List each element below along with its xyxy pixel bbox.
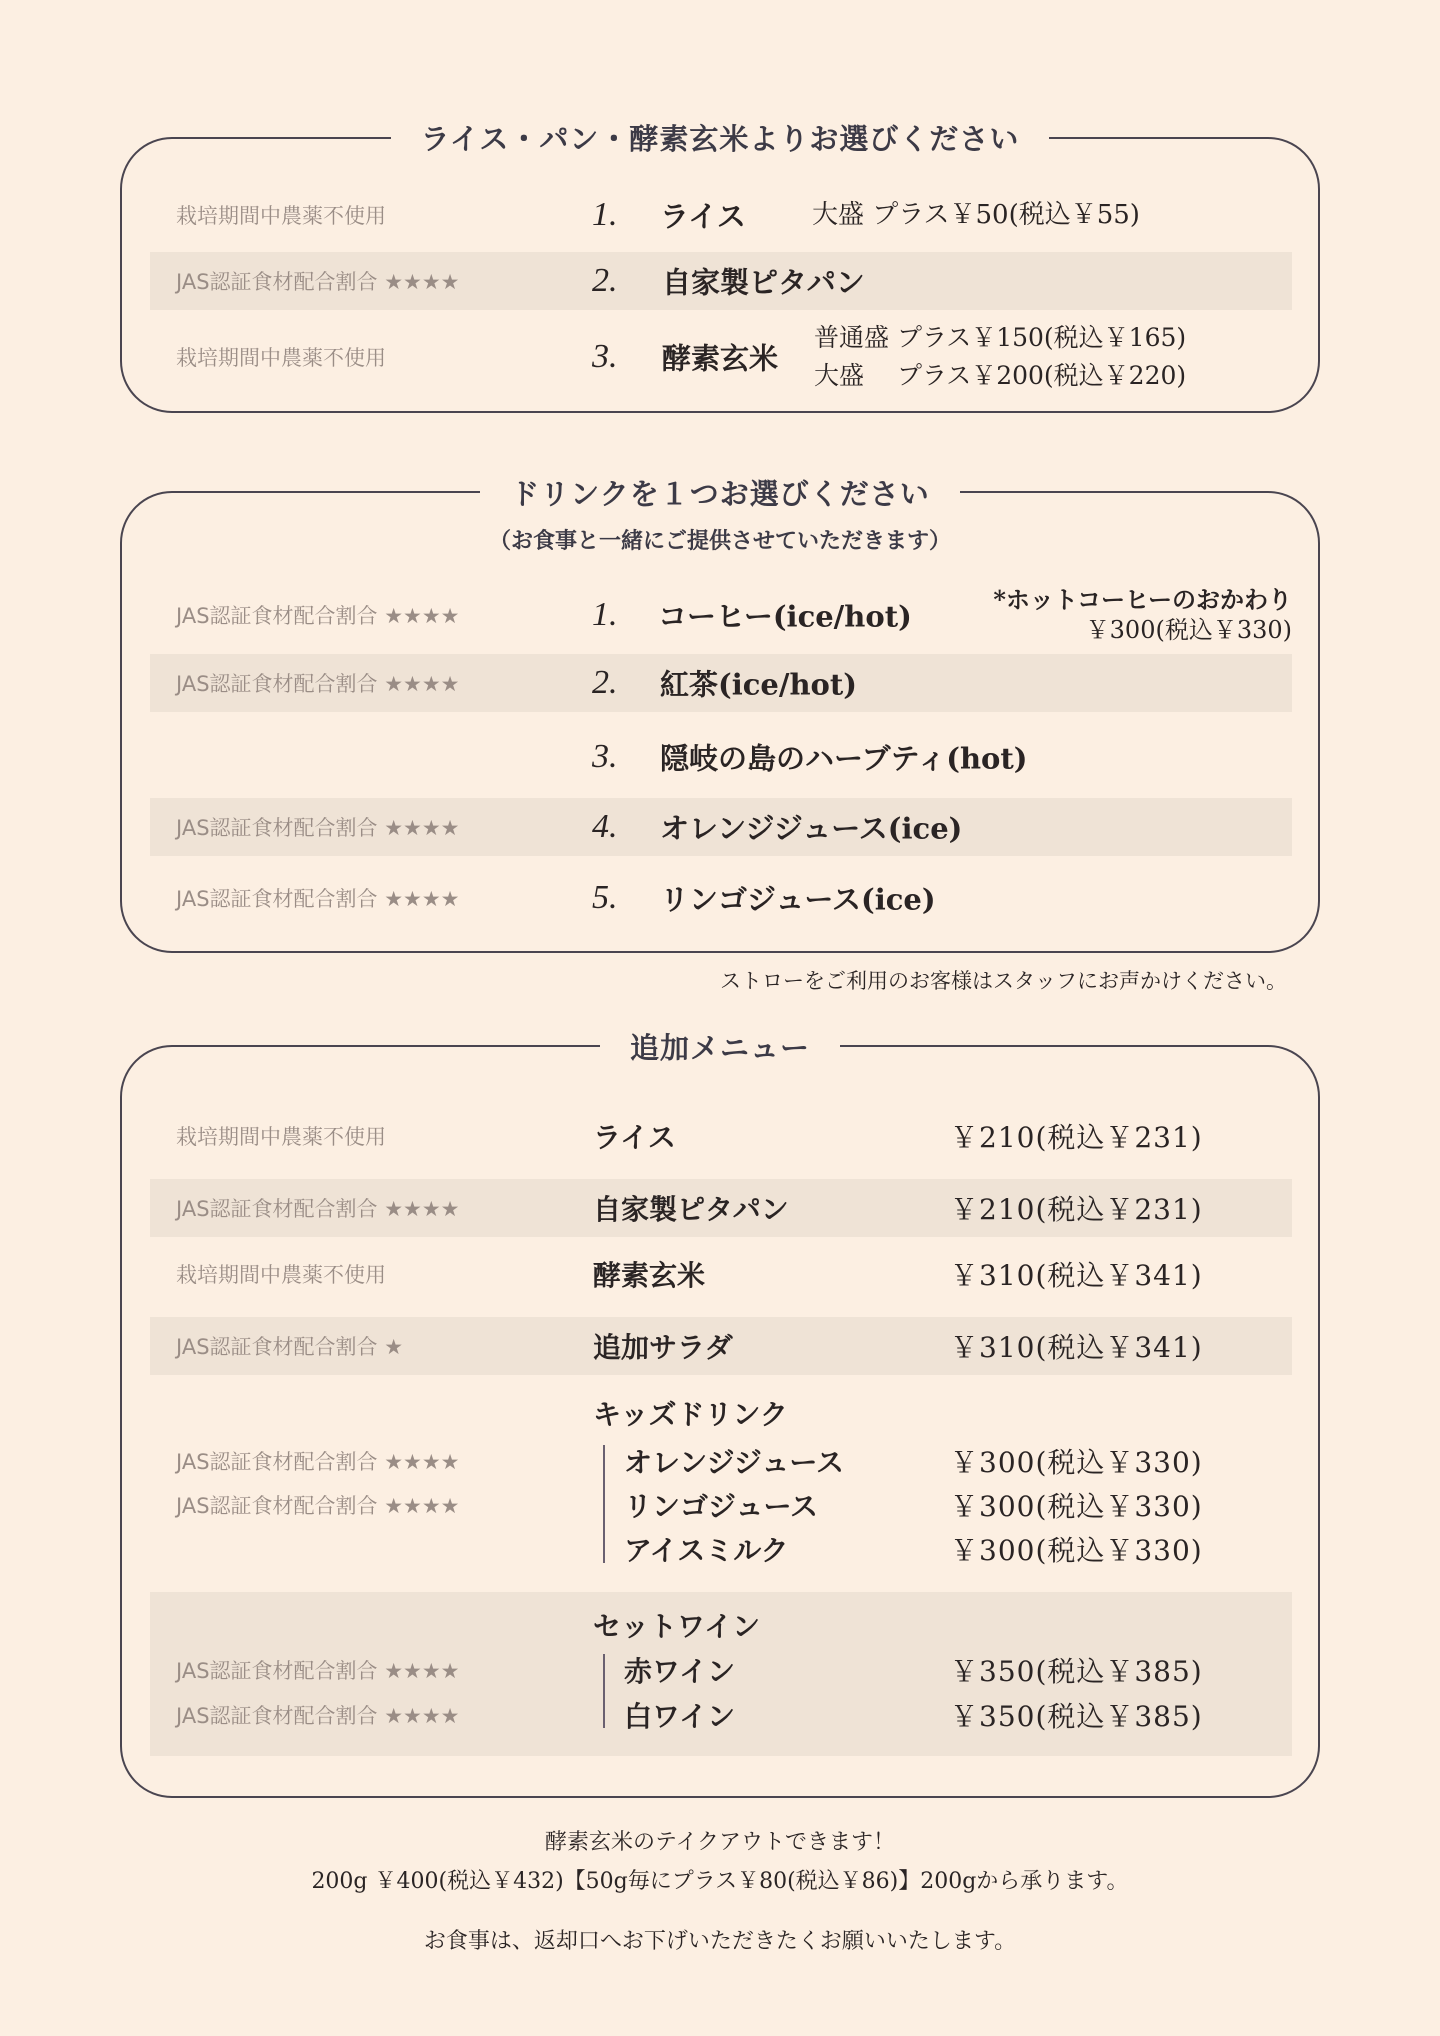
item-price: ￥310(税込￥341) xyxy=(950,1331,1203,1364)
rice-bread-title: ライス・パン・酵素玄米よりお選びください xyxy=(0,117,1440,158)
item-name: アイスミルク xyxy=(624,1534,789,1567)
item-name: 白ワイン xyxy=(624,1700,736,1733)
item-name: オレンジジュース(ice) xyxy=(660,811,963,846)
kids-drink-group xyxy=(150,1389,1292,1569)
kids-drink-item xyxy=(150,1483,1292,1527)
item-number: 3. xyxy=(592,738,618,775)
item-extra xyxy=(814,319,1186,395)
item-note: JAS認証食材配合割合 ★★★★ xyxy=(176,1704,460,1728)
item-name: ライス xyxy=(660,199,746,234)
coffee-refill-note xyxy=(993,584,1292,646)
item-note: JAS認証食材配合割合 ★★★★ xyxy=(176,816,460,840)
add-salad-row xyxy=(150,1317,1292,1375)
item-name: オレンジジュース xyxy=(624,1446,844,1479)
item-note: JAS認証食材配合割合 ★★★★ xyxy=(176,887,460,911)
item-note: JAS認証食材配合割合 ★ xyxy=(176,1335,404,1359)
item-price: ￥300(税込￥330) xyxy=(950,1534,1203,1567)
item-name: 酵素玄米 xyxy=(662,341,779,376)
add-pita-row xyxy=(150,1179,1292,1237)
extra-menu-title: 追加メニュー xyxy=(0,1026,1440,1067)
apple-row xyxy=(150,869,1292,927)
kids-drink-title: キッズドリンク xyxy=(593,1398,788,1431)
takeout-title: 酵素玄米のテイクアウトできます！ xyxy=(544,1830,896,1855)
item-price: ￥350(税込￥385) xyxy=(950,1655,1203,1688)
item-name: リンゴジュース xyxy=(624,1490,819,1523)
extra-line: 普通盛 プラス￥150(税込￥165) xyxy=(814,323,1187,352)
coffee-row xyxy=(150,585,1292,645)
wine-item xyxy=(150,1648,1292,1692)
item-price: ￥210(税込￥231) xyxy=(950,1121,1203,1154)
item-name: 自家製ピタパン xyxy=(593,1193,789,1226)
rice-row xyxy=(150,186,1292,244)
item-note: JAS認証食材配合割合 ★★★★ xyxy=(176,672,460,696)
item-number: 4. xyxy=(592,808,618,845)
extra-line: 大盛 プラス￥200(税込￥220) xyxy=(814,361,1187,390)
wine-item xyxy=(150,1693,1292,1737)
brown-rice-row xyxy=(150,323,1292,390)
add-rice-row xyxy=(150,1107,1292,1165)
pita-row xyxy=(150,252,1292,310)
item-number: 2. xyxy=(592,664,618,701)
item-name: 赤ワイン xyxy=(624,1655,736,1688)
item-name: 紅茶(ice/hot) xyxy=(660,667,857,702)
item-name: リンゴジュース(ice) xyxy=(660,882,936,917)
kids-drink-item xyxy=(150,1527,1292,1571)
item-name: 自家製ピタパン xyxy=(662,265,865,300)
item-note: 栽培期間中農薬不使用 xyxy=(176,204,386,228)
item-note: JAS認証食材配合割合 ★★★★ xyxy=(176,1197,460,1221)
kids-drink-item xyxy=(150,1439,1292,1483)
refill-title: *ホットコーヒーのおかわり xyxy=(993,585,1292,614)
drink-subtitle: （お食事と一緒にご提供させていただきます） xyxy=(488,528,951,554)
item-number: 1. xyxy=(592,196,618,233)
item-price: ￥210(税込￥231) xyxy=(950,1193,1203,1226)
item-name: ライス xyxy=(593,1121,676,1154)
set-wine-group xyxy=(150,1592,1292,1756)
item-note: JAS認証食材配合割合 ★★★★ xyxy=(176,604,460,628)
item-price: ￥350(税込￥385) xyxy=(950,1700,1203,1733)
item-number: 1. xyxy=(592,596,618,633)
orange-row xyxy=(150,798,1292,856)
return-tray-note: お食事は、返却口へお下げいただきたくお願いいたします。 xyxy=(423,1929,1017,1954)
add-brown-rice-row xyxy=(150,1245,1292,1303)
drink-title: ドリンクを１つお選びください xyxy=(0,472,1440,513)
item-note: JAS認証食材配合割合 ★★★★ xyxy=(176,1494,460,1518)
item-note: 栽培期間中農薬不使用 xyxy=(176,346,386,370)
item-note: JAS認証食材配合割合 ★★★★ xyxy=(176,1659,460,1683)
item-note: JAS認証食材配合割合 ★★★★ xyxy=(176,270,460,294)
item-name: 追加サラダ xyxy=(593,1331,733,1364)
straw-note: ストローをご利用のお客様はスタッフにお声かけください。 xyxy=(720,969,1287,993)
item-number: 5. xyxy=(592,879,618,916)
item-price: ￥310(税込￥341) xyxy=(950,1259,1203,1292)
takeout-detail: 200g ￥400(税込￥432)【50g毎にプラス￥80(税込￥86)】200gから承ります。 xyxy=(311,1869,1129,1894)
item-name: コーヒー(ice/hot) xyxy=(658,599,912,634)
item-number: 3. xyxy=(592,338,618,375)
item-note: 栽培期間中農薬不使用 xyxy=(176,1263,386,1287)
item-note: 栽培期間中農薬不使用 xyxy=(176,1125,386,1149)
set-wine-title: セットワイン xyxy=(593,1610,761,1643)
item-price: ￥300(税込￥330) xyxy=(950,1490,1203,1523)
tea-row xyxy=(150,654,1292,712)
item-note: JAS認証食材配合割合 ★★★★ xyxy=(176,1450,460,1474)
item-price: ￥300(税込￥330) xyxy=(950,1446,1203,1479)
herb-tea-row xyxy=(150,728,1292,786)
item-number: 2. xyxy=(592,262,618,299)
refill-price: ￥300(税込￥330) xyxy=(1085,616,1292,644)
item-name: 酵素玄米 xyxy=(593,1259,706,1292)
item-name: 隠岐の島のハーブティ(hot) xyxy=(660,741,1028,776)
item-extra: 大盛 プラス￥50(税込￥55) xyxy=(812,200,1140,230)
